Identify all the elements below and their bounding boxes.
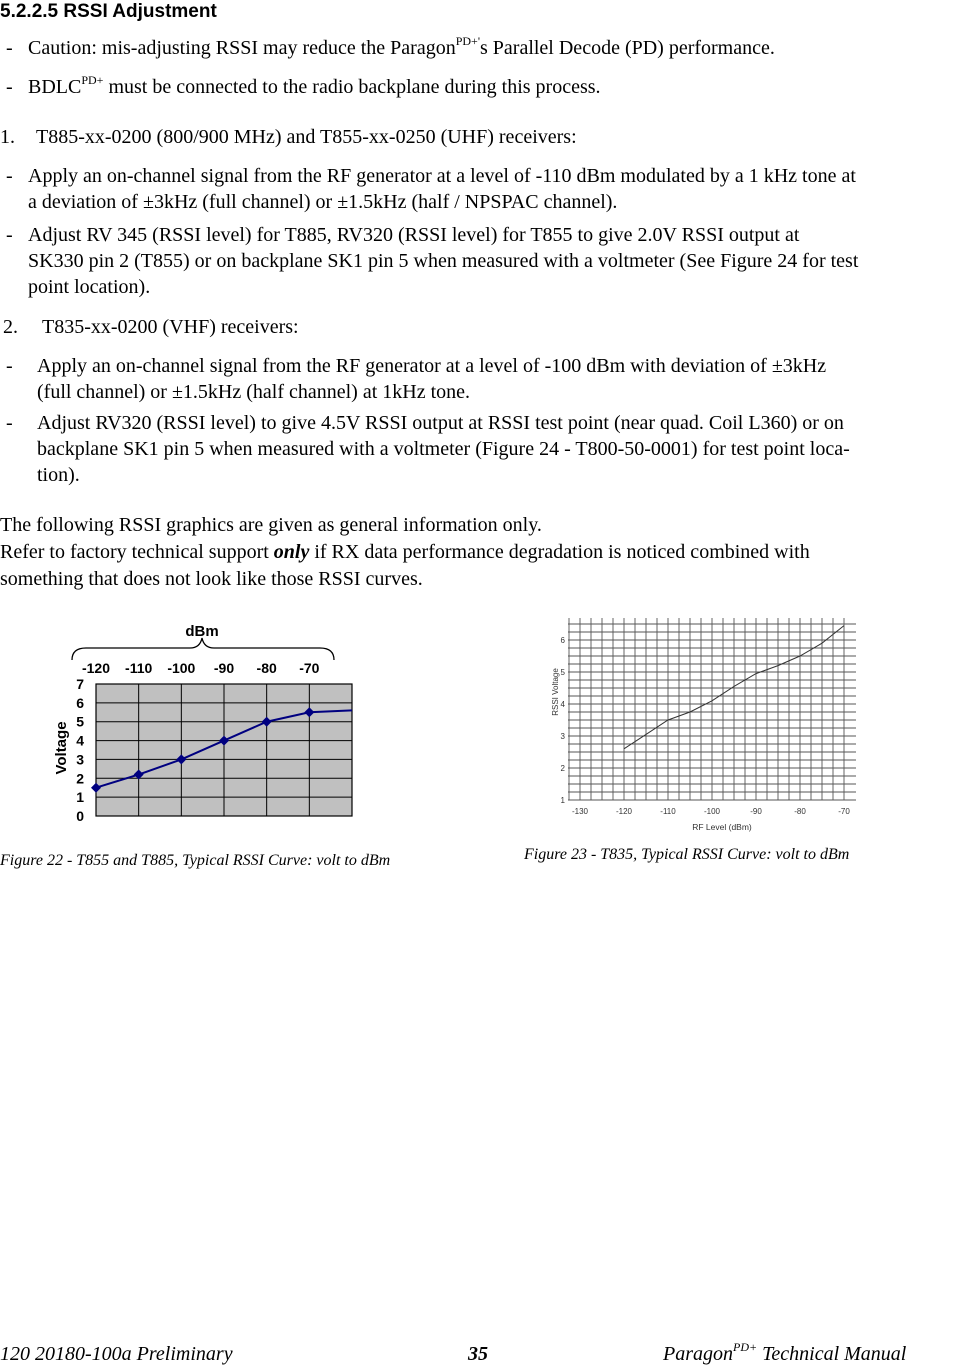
chart23-x-tick-label: -130 [571,807,589,816]
step2-dash: - [6,355,13,377]
chart23-y-tick-label: 4 [560,700,565,709]
chart22-y-tick-label: 7 [76,676,84,692]
section-heading [0,0,217,24]
note-dash: - [6,76,13,98]
step2-item-1-line-2: (full channel) or ±1.5kHz (half channel) at 1kHz tone. [37,381,471,403]
section-title: RSSI Adjustment [63,1,217,22]
step1-item-2-line-1: Adjust RV 345 (RSSI level) for T885, RV320 (RSSI level) for T855 to give 2.0V RSSI output at [28,224,800,246]
chart23-x-tick-label: -90 [750,807,762,816]
step1-item-1-line-1: Apply an on-channel signal from the RF generator at a level of -110 dBm modulated by a 1 kHz tone at [28,165,856,187]
chart23-y-tick-label: 2 [560,764,565,773]
step1-item-2-line-2: SK330 pin 2 (T855) or on backplane SK1 pin 5 when measured with a voltmeter (See Figure 24 for test [28,250,859,272]
chart22-y-tick-label: 5 [76,713,84,730]
chart22-y-tick-label: 2 [76,770,84,787]
chart22-top-axis-title: dBm [185,623,219,640]
chart22-x-tick-label: -90 [213,660,235,676]
info-line-1: The following RSSI graphics are given as general information only. [0,514,542,536]
chart22-x-tick-label: -80 [256,660,277,676]
chart22-y-axis-label: Voltage [53,721,70,775]
chart23-x-tick-label: -100 [703,807,721,816]
step2-number: 2. [3,316,18,338]
step2-item-2-line-1: Adjust RV320 (RSSI level) to give 4.5V RSSI output at RSSI test point (near quad. Coil L360) or on [37,412,844,434]
step1-title: T885-xx-0200 (800/900 MHz) and T855-xx-0250 (UHF) receivers: [36,126,577,148]
chart23-x-tick-label: -70 [838,807,850,816]
step2-item-2-line-2: backplane SK1 pin 5 when measured with a voltmeter (Figure 24 - T800-50-0001) for test point loca- [37,438,850,460]
step2-item-2-line-3: tion). [37,464,80,486]
chart22-y-tick-label: 4 [76,732,84,749]
chart22-y-tick-label: 6 [76,694,84,711]
section-number: 5.2.2.5 [0,1,59,22]
chart22-x-tick-label: -100 [167,660,196,676]
footer-doc-number: 120 20180-100a Preliminary [0,1343,233,1365]
chart23-y-tick-label: 1 [560,796,565,805]
footer-manual-title: Paragon$^{PD+}$ Technical Manual [663,1340,907,1365]
footer-page-number: 35 [468,1343,488,1365]
info-line-3: something that does not look like those RSSI curves. [0,568,423,590]
chart23-x-axis-label: RF Level (dBm) [692,822,752,832]
note-caution: Caution: mis-adjusting RSSI may reduce the Paragon$^{PD+'}$s Parallel Decode (PD) performance. [28,34,775,59]
chart23-x-tick-label: -120 [615,807,633,816]
info-line-2: Refer to factory technical support only if RX data performance degradation is noticed combined with [0,541,810,563]
step2-title: T835-xx-0200 (VHF) receivers: [42,316,299,338]
chart22-y-tick-label: 3 [76,751,84,768]
chart23-y-tick-label: 3 [560,732,565,741]
note-dash: - [6,37,13,59]
figure-22-caption: Figure 22 - T855 and T885, Typical RSSI Curve: volt to dBm [0,852,391,869]
chart22-x-tick-label: -120 [81,660,111,676]
chart22-x-tick-label: -70 [299,660,320,676]
figure-23-caption: Figure 23 - T835, Typical RSSI Curve: volt to dBm [524,846,850,863]
step2-item-1-line-1: Apply an on-channel signal from the RF generator at a level of -100 dBm with deviation of ±3kHz [37,355,827,377]
chart22-brace [72,638,334,660]
chart23-x-tick-label: -80 [794,807,806,816]
chart22-y-tick-label: 0 [76,808,84,824]
chart23-y-axis-label: RSSI Voltage [551,668,560,716]
step1-dash: - [6,224,13,246]
chart22-x-tick-label: -110 [125,660,153,676]
note-bdlc: $BDLC^{PD+}$ must be connected to the radio backplane during this process. [28,73,601,98]
step1-item-2-line-3: point location). [28,276,151,298]
chart23-y-tick-label: 5 [560,668,565,677]
step1-item-1-line-2: a deviation of ±3kHz (full channel) or ±1.5kHz (half / NPSPAC channel). [28,191,618,213]
chart23-y-tick-label: 6 [560,636,565,645]
step1-dash: - [6,165,13,187]
chart22-y-tick-label: 1 [76,789,84,806]
step2-dash: - [6,412,13,434]
step1-number: 1. [0,126,15,148]
figure-22-chart [40,614,370,834]
figure-23-chart [546,606,866,834]
chart23-x-tick-label: -110 [660,807,676,816]
